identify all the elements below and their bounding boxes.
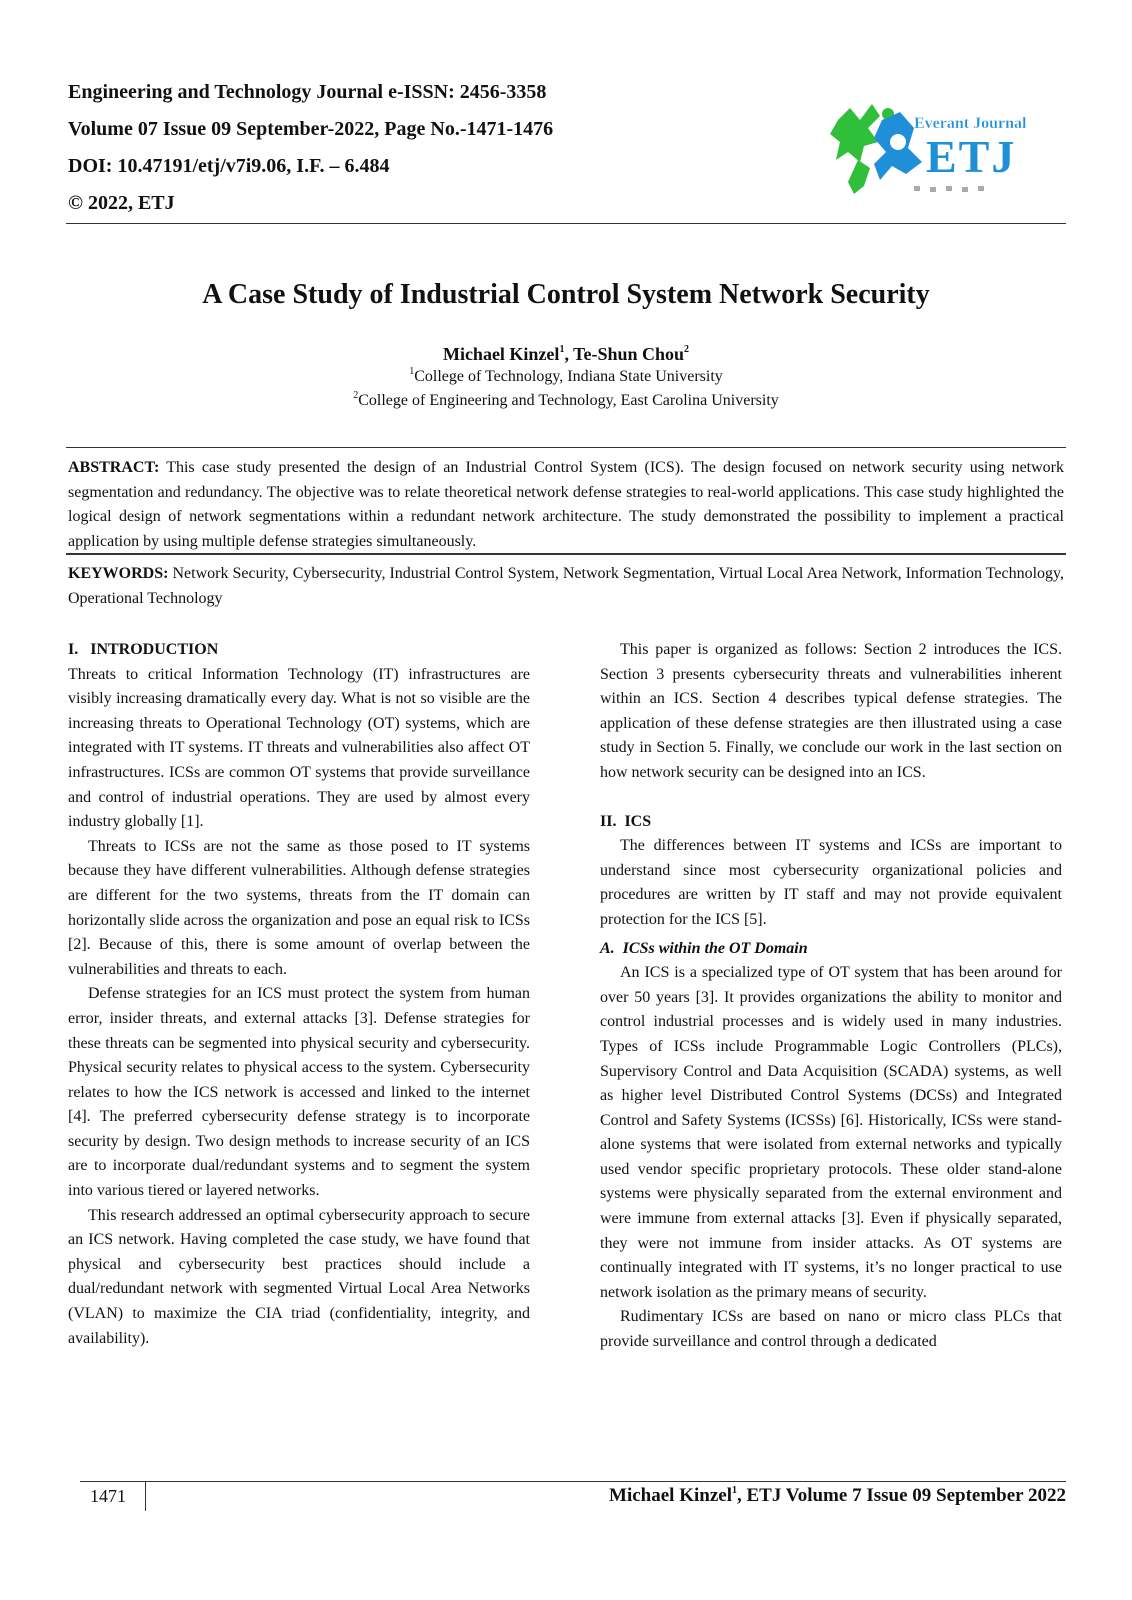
affiliation-1-text: College of Technology, Indiana State University (414, 368, 723, 385)
logo-text-large: ETJ (926, 131, 1017, 182)
right-column (600, 638, 1062, 1355)
keywords-label: KEYWORDS: (68, 565, 169, 582)
section-gap (600, 786, 1062, 810)
keywords-text: Network Security, Cybersecurity, Industrial Control System, Network Segmentation, Virtual Local Area Network, Information Technology, Operational Technology (68, 565, 1064, 607)
header-divider (66, 223, 1066, 224)
abstract-text: This case study presented the design of an Industrial Control System (ICS). The design focused on network security using network segmentation and redundancy. The objective was to relate theoretical network defense strategies to real-world applications. This case study highlighted the logical design of network segmentations within a redundant network architecture. The study demonstrated the possibility to implement a practical application by using multiple defense strategies simultaneously. (68, 459, 1064, 550)
intro-paragraph-1: Threats to critical Information Technology (IT) infrastructures are visibly increasing dramatically every day. What is not so visible are the increasing threats to Operational Technology (OT) systems, which are integrated with IT systems. IT threats and vulnerabilities also affect OT infrastructures. ICSs are common OT systems that provide surveillance and control of industrial operations. They are used by almost every industry globally [1]. (68, 665, 530, 831)
intro-paragraph-2: Threats to ICSs are not the same as those posed to IT systems because they have different vulnerabilities. Although defense strategies are different for the two systems, threats from the IT domain can horizontally slide across the organization and pose an equal risk to ICSs [2]. Because of this, there is some amount of overlap between the vulnerabilities and threats to each. (68, 837, 530, 978)
section-heading-ics: II. ICS (600, 812, 652, 830)
footer-citation (609, 1484, 1066, 1508)
author-2: Te-Shun Chou (573, 344, 685, 364)
author-line (0, 342, 1132, 366)
author-1: Michael Kinzel (442, 344, 560, 364)
keywords-top-rule (66, 553, 1066, 555)
intro-paragraph-4: This research addressed an optimal cybersecurity approach to secure an ICS network. Having completed the case study, we have found that physical and cybersecurity best practices should include a dual/redundant network with segmented Virtual Local Area Networks (VLAN) to maximize the CIA triad (confidentiality, integrity, and availability). (68, 1206, 530, 1347)
footer-author: Michael Kinzel (609, 1485, 732, 1506)
doi-impact-factor: DOI: 10.47191/etj/v7i9.06, I.F. – 6.484 (68, 155, 390, 177)
affiliation-2-sup: 2 (353, 389, 359, 401)
author-separator: , (564, 344, 574, 364)
abstract-label: ABSTRACT: (68, 459, 160, 476)
etj-logo (830, 90, 1040, 200)
affiliation-1-sup: 1 (409, 365, 415, 377)
footer-rule (80, 1481, 1066, 1482)
subsection-heading-ot-domain: A. ICSs within the OT Domain (600, 939, 808, 957)
organization-paragraph: This paper is organized as follows: Section 2 introduces the ICS. Section 3 presents cybersecurity threats and vulnerabilities inherent within an ICS. Section 4 describes typical defense strategies. The application of these defense strategies are then illustrated using a case study in Section 5. Finally, we conclude our work in the last section on how network security can be designed into an ICS. (600, 641, 1062, 781)
footer-author-sup: 1 (731, 1484, 737, 1496)
ics-paragraph-2: An ICS is a specialized type of OT system that has been around for over 50 years [3]. It provides organizations the ability to monitor and control industrial processes and is widely used in many industries. Types of ICSs include Programmable Logic Controllers (PLCs), Supervisory Control and Data Acquisition (SCADA) systems, as well as higher level Distributed Control Systems (DCSs) and Integrated Control and Safety Systems (ICSSs) [6]. Historically, ICSs were stand-alone systems that were isolated from external networks and typically used vendor specific proprietary protocols. These older stand-alone systems were physically separated from the external environment and were immune from external attacks [3]. Even if physically separated, they were not immune from insider attacks. As OT systems are continually integrated with IT systems, it’s no longer practical to use network isolation as the primary means of security. (600, 964, 1062, 1301)
left-column (68, 638, 530, 1351)
abstract-top-rule (66, 447, 1066, 448)
footer-divider-tick (145, 1481, 146, 1511)
author-1-sup: 1 (559, 344, 565, 355)
keywords (68, 562, 1064, 611)
page-number: 1471 (90, 1486, 126, 1506)
footer-citation-text: , ETJ Volume 7 Issue 09 September 2022 (736, 1485, 1066, 1506)
affiliation-1 (0, 366, 1132, 388)
ics-paragraph-3: Rudimentary ICSs are based on nano or micro class PLCs that provide surveillance and control through a dedicated (600, 1308, 1062, 1351)
affiliation-2-text: College of Engineering and Technology, East Carolina University (358, 392, 779, 409)
volume-issue-pages: Volume 07 Issue 09 September-2022, Page No.-1471-1476 (68, 118, 554, 140)
copyright-line: © 2022, ETJ (68, 192, 175, 214)
logo-text-small: Everant Journal (914, 115, 1027, 132)
intro-paragraph-3: Defense strategies for an ICS must protect the system from human error, insider threats, and external attacks [3]. Defense strategies for these threats can be segmented into physical security and cybersecurity. Physical security relates to physical access to the system. Cybersecurity relates to how the ICS network is accessed and linked to the internet [4]. The preferred cybersecurity defense strategy is to incorporate security by design. Two design methods to increase security of an ICS are to incorporate dual/redundant systems and to segment the system into various tiered or layered networks. (68, 985, 530, 1200)
abstract (68, 456, 1064, 554)
affiliation-2 (0, 390, 1132, 412)
ics-paragraph-1: The differences between IT systems and ICSs are important to understand since most cybersecurity organizational policies and procedures are written by IT staff and may not provide equivalent protection for the ICS [5]. (600, 837, 1062, 928)
author-2-sup: 2 (684, 344, 690, 355)
section-heading-introduction: I. INTRODUCTION (68, 641, 219, 658)
journal-name-issn: Engineering and Technology Journal e-ISSN: 2456-3358 (68, 81, 547, 103)
paper-title: A Case Study of Industrial Control System Network Security (202, 279, 930, 310)
